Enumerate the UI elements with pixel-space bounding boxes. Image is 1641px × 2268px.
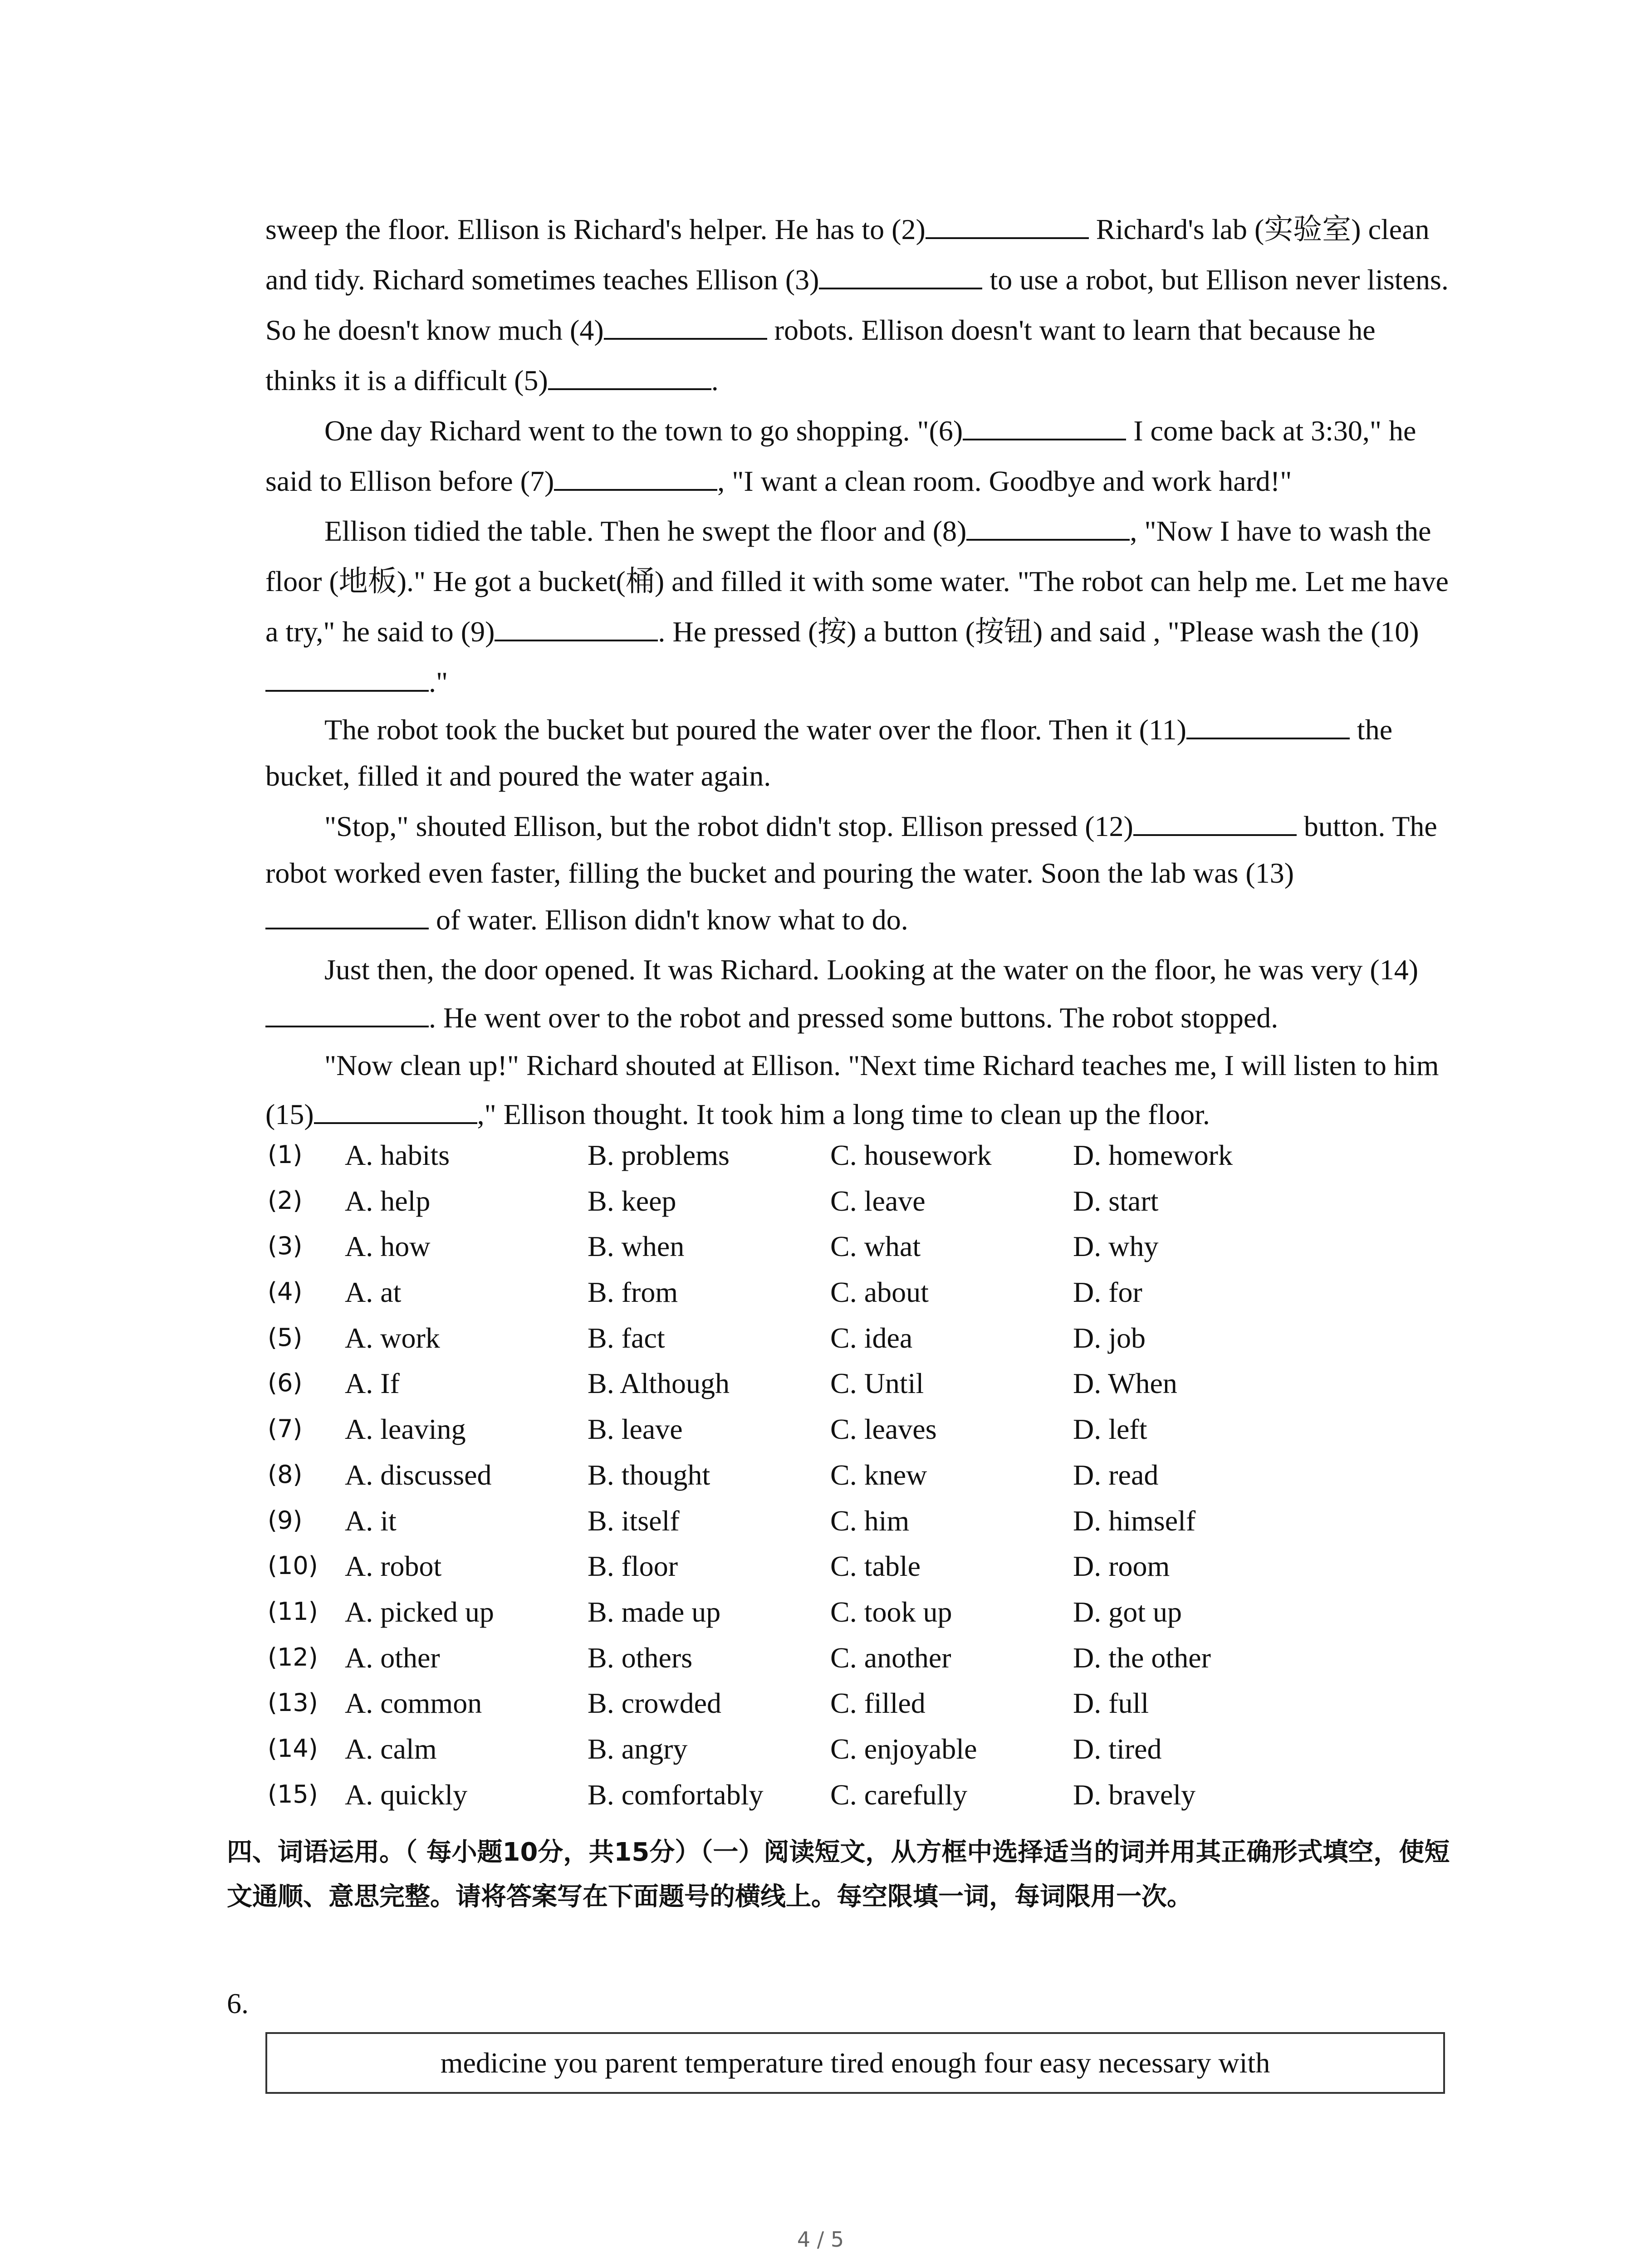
passage-text: robots. Ellison doesn't want to learn that because he thinks it is a difficult (5)	[265, 314, 1376, 396]
option-b[interactable]: B. itself	[588, 1504, 680, 1537]
option-a[interactable]: A. other	[345, 1641, 440, 1674]
passage-paragraph-7	[265, 1041, 1450, 1139]
passage-text: I come back at 3:30," he said to Ellison before (7)	[265, 415, 1416, 497]
answer-blank-8[interactable]	[966, 513, 1130, 541]
option-d[interactable]: D. why	[1073, 1230, 1159, 1263]
passage-text: ," Ellison thought. It took him a long time to clean up the floor.	[477, 1098, 1210, 1130]
option-a[interactable]: A. quickly	[345, 1778, 468, 1811]
option-b[interactable]: B. thought	[588, 1458, 710, 1491]
option-row	[265, 1321, 1450, 1367]
passage-text: "Stop," shouted Ellison, but the robot didn't stop. Ellison pressed (12)	[324, 810, 1133, 842]
option-b[interactable]: B. leave	[588, 1413, 683, 1446]
passage-text: Richard's lab (实验室) clean and tidy. Richard sometimes teaches Ellison (3)	[265, 213, 1430, 296]
option-b[interactable]: B. keep	[588, 1184, 676, 1217]
option-c[interactable]: C. housework	[830, 1139, 992, 1171]
answer-blank-11[interactable]	[1186, 712, 1350, 739]
question-number: (13)	[268, 1688, 318, 1717]
option-b[interactable]: B. when	[588, 1230, 685, 1263]
option-row	[265, 1778, 1450, 1824]
option-d[interactable]: D. When	[1073, 1367, 1177, 1400]
option-row	[265, 1139, 1450, 1184]
option-c[interactable]: C. leave	[830, 1184, 926, 1217]
option-a[interactable]: A. discussed	[345, 1458, 492, 1491]
option-c[interactable]: C. idea	[830, 1321, 913, 1354]
option-a[interactable]: A. at	[345, 1276, 402, 1309]
option-c[interactable]: C. took up	[830, 1595, 952, 1628]
question-number: (1)	[268, 1140, 303, 1169]
option-b[interactable]: B. angry	[588, 1732, 688, 1765]
option-row	[265, 1230, 1450, 1276]
option-d[interactable]: D. tired	[1073, 1732, 1162, 1765]
passage-text: ."	[429, 666, 448, 698]
option-a[interactable]: A. work	[345, 1321, 440, 1354]
page-number: 4 / 5	[797, 2227, 844, 2252]
option-row	[265, 1413, 1450, 1458]
passage-text: , "Now I have to wash the floor (地板)." He got a bucket(桶) and filled it with some water. "The robot can help me. Let me have a try," he said to (9)	[265, 515, 1449, 648]
option-d[interactable]: D. start	[1073, 1184, 1159, 1217]
option-c[interactable]: C. carefully	[830, 1778, 968, 1811]
question-number: (4)	[268, 1277, 303, 1306]
answer-blank-3[interactable]	[819, 262, 982, 289]
option-c[interactable]: C. another	[830, 1641, 951, 1674]
option-row	[265, 1732, 1450, 1778]
option-c[interactable]: C. about	[830, 1276, 929, 1309]
option-d[interactable]: D. the other	[1073, 1641, 1211, 1674]
question-number-6: 6.	[227, 1987, 249, 2019]
question-number: (7)	[268, 1414, 303, 1443]
option-a[interactable]: A. it	[345, 1504, 397, 1537]
option-c[interactable]: C. him	[830, 1504, 910, 1537]
option-d[interactable]: D. himself	[1073, 1504, 1196, 1537]
option-d[interactable]: D. full	[1073, 1687, 1149, 1720]
answer-options-list	[265, 1139, 1450, 1823]
option-row	[265, 1504, 1450, 1550]
option-row	[265, 1276, 1450, 1321]
question-number: (15)	[268, 1779, 318, 1809]
option-b[interactable]: B. Although	[588, 1367, 730, 1400]
word-bank-text: medicine you parent temperature tired enough four easy necessary with	[440, 2047, 1270, 2079]
section-heading: 四、词语运用。（ 每小题10分，共15分）（一）阅读短文，从方框中选择适当的词并用其正确形式填空，使短文通顺、意思完整。请将答案写在下面题号的横线上。每空限填一词，每词限用一次。	[227, 1838, 1450, 1911]
option-a[interactable]: A. habits	[345, 1139, 450, 1171]
option-a[interactable]: A. robot	[345, 1550, 442, 1583]
question-number: (9)	[268, 1505, 303, 1535]
option-c[interactable]: C. table	[830, 1550, 921, 1583]
passage-paragraph-2	[265, 406, 1450, 506]
option-a[interactable]: A. how	[345, 1230, 431, 1263]
word-bank-box	[265, 2032, 1445, 2094]
option-b[interactable]: B. crowded	[588, 1687, 722, 1720]
option-a[interactable]: A. picked up	[345, 1595, 494, 1628]
option-a[interactable]: A. leaving	[345, 1413, 466, 1446]
passage-paragraph-1	[265, 204, 1450, 406]
answer-blank-6[interactable]	[963, 413, 1126, 440]
option-row	[265, 1686, 1450, 1732]
option-b[interactable]: B. made up	[588, 1595, 721, 1628]
option-row	[265, 1549, 1450, 1595]
question-number: (14)	[268, 1734, 318, 1763]
option-c[interactable]: C. what	[830, 1230, 921, 1263]
answer-blank-10[interactable]	[265, 665, 429, 692]
passage-text: to use a robot, but Ellison never listens. So he doesn't know much (4)	[265, 264, 1449, 346]
passage-text: One day Richard went to the town to go shopping. "(6)	[324, 415, 963, 447]
passage-text: "Now clean up!" Richard shouted at Ellison. "Next time Richard teaches me, I will listen to him (15)	[265, 1049, 1439, 1130]
passage-text: .	[711, 364, 719, 396]
passage-text: sweep the floor. Ellison is Richard's helper. He has to (2)	[265, 213, 926, 245]
option-d[interactable]: D. bravely	[1073, 1778, 1196, 1811]
option-row	[265, 1458, 1450, 1504]
passage-text: . He went over to the robot and pressed some buttons. The robot stopped.	[429, 1002, 1279, 1034]
option-c[interactable]: C. enjoyable	[830, 1732, 977, 1765]
passage-paragraph-6	[265, 946, 1450, 1042]
answer-blank-2[interactable]	[926, 212, 1089, 239]
question-number: (10)	[268, 1551, 318, 1580]
option-d[interactable]: D. got up	[1073, 1595, 1182, 1628]
option-c[interactable]: C. leaves	[830, 1413, 937, 1446]
option-a[interactable]: A. help	[345, 1184, 431, 1217]
option-row	[265, 1184, 1450, 1230]
question-number: (12)	[268, 1642, 318, 1672]
option-b[interactable]: B. fact	[588, 1321, 665, 1354]
option-a[interactable]: A. calm	[345, 1732, 437, 1765]
passage-text: The robot took the bucket but poured the water over the floor. Then it (11)	[324, 714, 1186, 746]
option-d[interactable]: D. homework	[1073, 1139, 1233, 1171]
passage-text: Ellison tidied the table. Then he swept the floor and (8)	[324, 515, 967, 547]
answer-blank-12[interactable]	[1133, 809, 1297, 836]
option-row	[265, 1367, 1450, 1413]
passage-text: . He pressed (按) a button (按钮) and said , "Please wash the (10)	[658, 616, 1419, 648]
passage-text: of water. Ellison didn't know what to do.	[429, 904, 908, 936]
question-number: (2)	[268, 1186, 303, 1215]
answer-blank-4[interactable]	[604, 313, 767, 340]
option-b[interactable]: B. others	[588, 1641, 693, 1674]
option-row	[265, 1595, 1450, 1641]
passage-text: the bucket, filled it and poured the water again.	[265, 714, 1393, 792]
option-row	[265, 1641, 1450, 1687]
question-number: (11)	[268, 1597, 318, 1626]
question-number: (8)	[268, 1460, 303, 1489]
passage-text: button. The robot worked even faster, filling the bucket and pouring the water. Soon the lab was (13)	[265, 810, 1437, 889]
option-a[interactable]: A. If	[345, 1367, 400, 1400]
answer-blank-7[interactable]	[554, 464, 717, 491]
option-b[interactable]: B. floor	[588, 1550, 678, 1583]
question-number: (5)	[268, 1323, 303, 1352]
option-c[interactable]: C. Until	[830, 1367, 924, 1400]
option-c[interactable]: C. knew	[830, 1458, 927, 1491]
option-b[interactable]: B. comfortably	[588, 1778, 764, 1811]
passage-paragraph-4	[265, 707, 1450, 799]
passage-paragraph-3	[265, 506, 1450, 707]
option-d[interactable]: D. left	[1073, 1413, 1147, 1446]
option-b[interactable]: B. from	[588, 1276, 678, 1309]
option-d[interactable]: D. for	[1073, 1276, 1142, 1309]
answer-blank-9[interactable]	[495, 614, 658, 641]
passage-paragraph-5	[265, 803, 1450, 943]
answer-blank-13[interactable]	[265, 902, 429, 929]
answer-blank-14[interactable]	[265, 1000, 429, 1027]
answer-blank-5[interactable]	[548, 363, 711, 390]
option-d[interactable]: D. job	[1073, 1321, 1146, 1354]
option-c[interactable]: C. filled	[830, 1687, 926, 1720]
option-b[interactable]: B. problems	[588, 1139, 730, 1171]
option-d[interactable]: D. room	[1073, 1550, 1170, 1583]
passage-text: , "I want a clean room. Goodbye and work hard!"	[717, 465, 1292, 497]
option-a[interactable]: A. common	[345, 1687, 482, 1720]
passage-text: Just then, the door opened. It was Richard. Looking at the water on the floor, he was very (14)	[324, 953, 1418, 986]
answer-blank-15[interactable]	[314, 1097, 477, 1124]
question-number: (3)	[268, 1232, 303, 1261]
option-d[interactable]: D. read	[1073, 1458, 1159, 1491]
question-number: (6)	[268, 1369, 303, 1398]
